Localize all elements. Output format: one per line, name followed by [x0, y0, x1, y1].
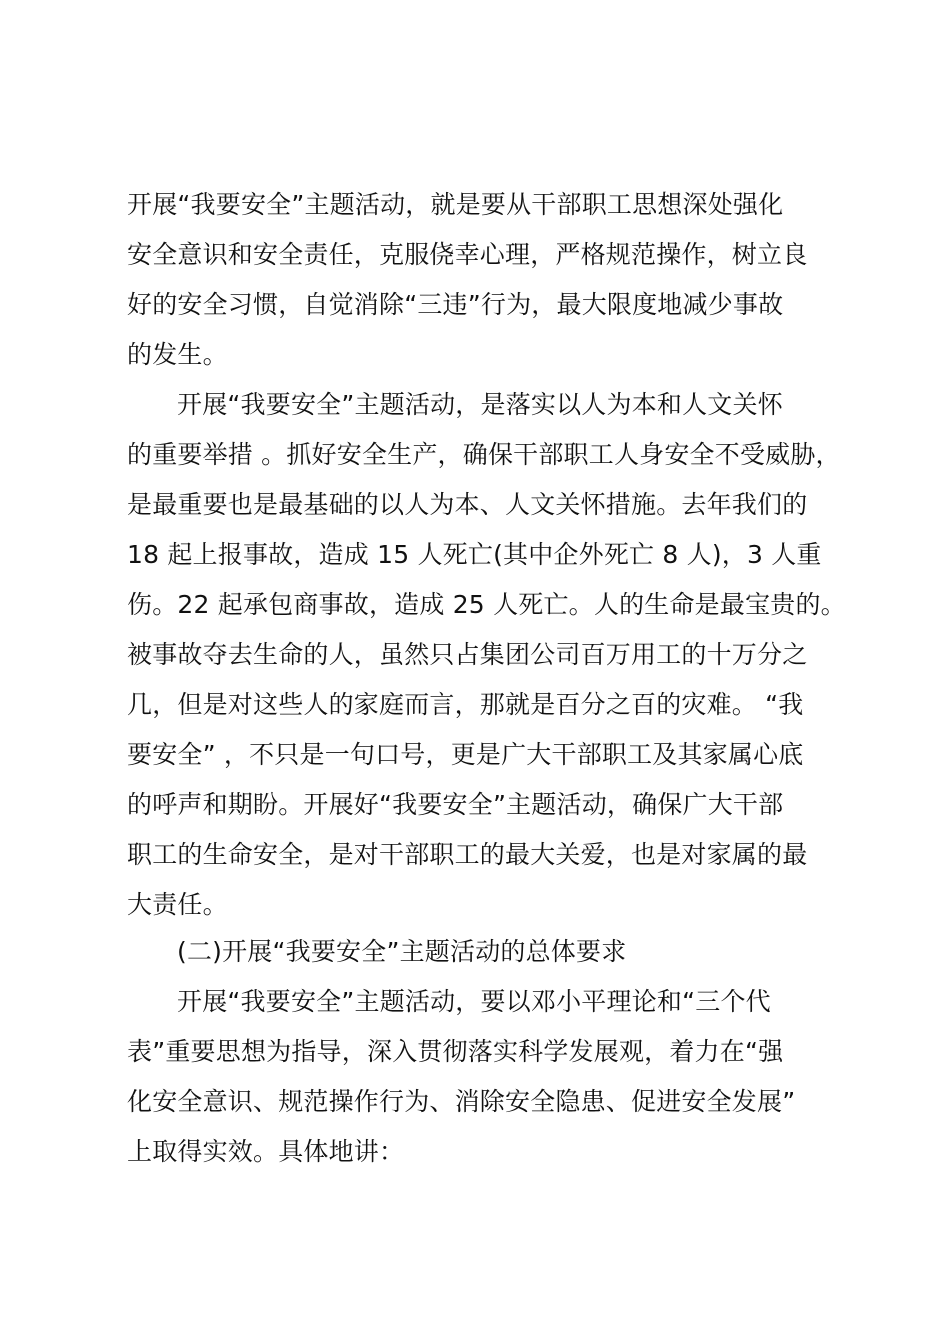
text-line: 大责任。 — [127, 890, 228, 919]
text-line: 好的安全习惯，自觉消除“三违”行为，最大限度地减少事故 — [127, 290, 784, 319]
text-line: 的发生。 — [127, 340, 228, 369]
text-line: 要安全” ，不只是一句口号，更是广大干部职工及其家属心底 — [127, 740, 804, 769]
text-line: 化安全意识、规范操作行为、消除安全隐患、促进安全发展” — [127, 1087, 796, 1116]
text-line: 是最重要也是最基础的以人为本、人文关怀措施。去年我们的 — [127, 490, 808, 519]
text-line: 开展“我要安全”主题活动，就是要从干部职工思想深处强化 — [127, 190, 784, 219]
text-line: 伤。22 起承包商事故，造成 25 人死亡。人的生命是最宝贵的。 — [127, 590, 846, 619]
text-line: 被事故夺去生命的人，虽然只占集团公司百万用工的十万分之 — [127, 640, 808, 669]
text-line: 职工的生命安全，是对干部职工的最大关爱，也是对家属的最 — [127, 840, 808, 869]
text-line: 18 起上报事故，造成 15 人死亡(其中企外死亡 8 人)，3 人重 — [127, 540, 822, 569]
text-line: 上取得实效。具体地讲： — [127, 1137, 405, 1166]
text-line: 的呼声和期盼。开展好“我要安全”主题活动，确保广大干部 — [127, 790, 784, 819]
text-line: 几，但是对这些人的家庭而言，那就是百分之百的灾难。 “我 — [127, 690, 804, 719]
paragraph-first-line: 开展“我要安全”主题活动，要以邓小平理论和“三个代 — [177, 987, 771, 1016]
section-heading: (二)开展“我要安全”主题活动的总体要求 — [177, 937, 627, 966]
text-line: 表”重要思想为指导，深入贯彻落实科学发展观，着力在“强 — [127, 1037, 784, 1066]
text-line: 安全意识和安全责任，克服侥幸心理，严格规范操作，树立良 — [127, 240, 808, 269]
text-line: 的重要举措 。抓好安全生产，确保干部职工人身安全不受威胁， — [127, 440, 841, 469]
paragraph-first-line: 开展“我要安全”主题活动，是落实以人为本和人文关怀 — [177, 390, 783, 419]
